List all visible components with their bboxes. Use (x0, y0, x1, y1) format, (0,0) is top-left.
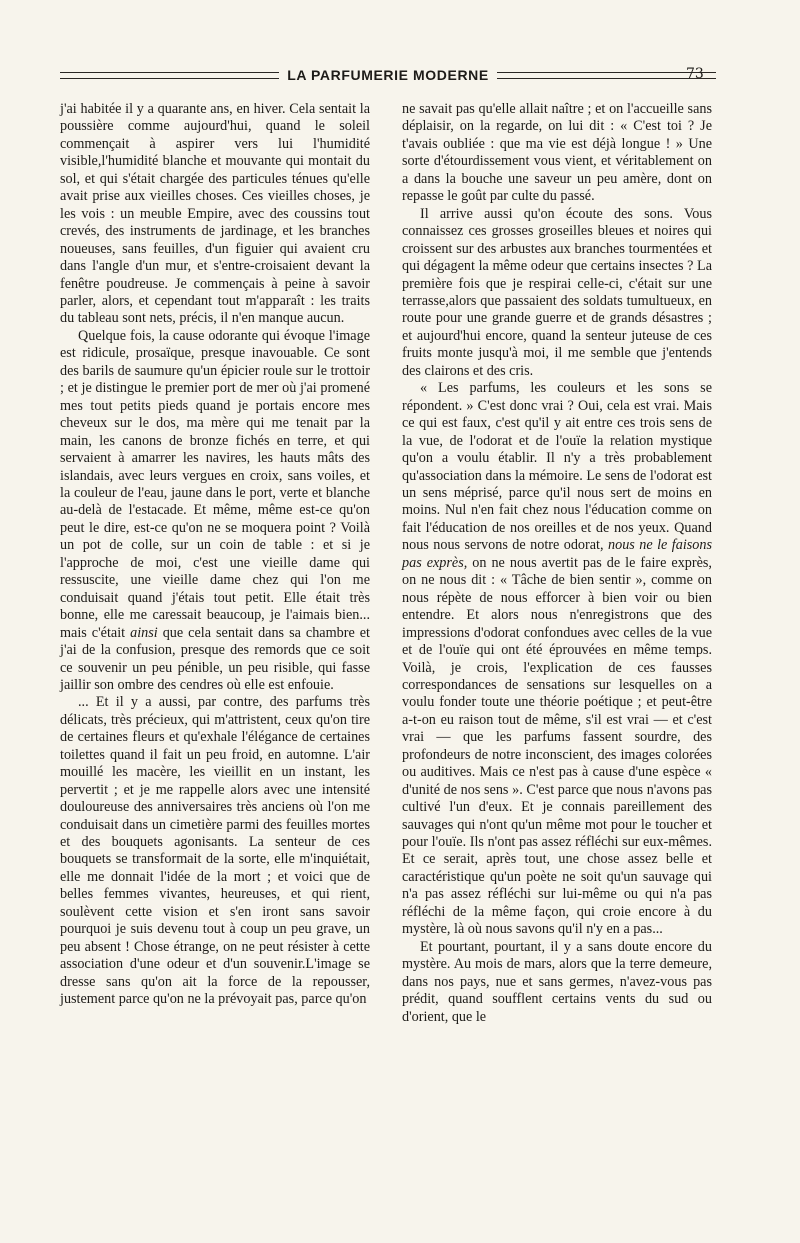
left-column (60, 101, 370, 1009)
paragraph (402, 380, 712, 939)
emphasis-text: ainsi (130, 624, 158, 641)
paragraph-text: on ne nous avertit pas de le faire exprès, on ne nous dit : « Tâche de bien sentir », comme on nous répète de nous efforcer à bien voir ou bien entendre. Et alors nous n'enregistrons que des impressions d'odorat confondues avec celles de la vue et de l'ouïe qui ont été éprouvées en même temps. Voilà, je crois, l'explication de ces fausses correspondances de sensations sur lesquelles on a voulu fonder toute une théorie poétique ; et peut-être a-t-on eu raison tout de même, s'il est vrai — et c'est vrai — que les parfums fassent sourdre, des profondeurs de notre inconscient, des images colorées ou auditives. Mais ce n'est pas à cause d'une espèce « d'unité de nos sens ». C'est parce que nous n'avons pas cultivé l'un d'eux. Et je connais pareillement des sauvages qui n'ont qu'un même mot pour le toucher et pour l'ouïe. Ils n'ont pas assez réfléchi sur eux-mêmes. Et ce serait, après tout, une chose assez belle et caractéristique qu'un poète ne soit qu'un sauvage qui n'a pas assez réfléchi sur lui-même ou qui n'a pas réfléchi de la même façon, qui croie encore à du mystère, là où nous savons qu'il n'y en a pas... (402, 554, 712, 938)
header-rule-left (60, 72, 279, 79)
paragraph: ne savait pas qu'elle allait naître ; et on l'accueille sans déplaisir, on la regarde, on lui dit : « C'est toi ? Je t'avais oubliée : que ma vie est déjà longue ! » Une sorte d'étourdissement vous vient, et véritablement on a dans la bouche une saveur un peu amère, dont on repasse le goût par culte du passé. (402, 101, 712, 205)
paragraph: Et pourtant, pourtant, il y a sans doute encore du mystère. Au mois de mars, alors que la terre demeure, dans nos pays, nue et sans germes, n'avez-vous pas prédit, quand soufflent certains vents du sud ou d'orient, que le (402, 938, 712, 1025)
running-title: LA PARFUMERIE MODERNE (287, 67, 489, 83)
paragraph-text: Quelque fois, la cause odorante qui évoque l'image est ridicule, prosaïque, presque inavouable. Ce sont des barils de saumure qu'un épicier roule sur le trottoir ; et je distingue le premier port de mer où j'ai promené mes tout petits pieds quand je portais encore mes cheveux sur le dos, ma mère qui me tenait par la main, les canons de bronze fichés en terre, et qui servaient à amarrer les navires, les hauts mâts des islandais, avec leurs vergues en croix, sans voiles, et la couleur de l'eau, jaune dans le port, verte et blanche au-delà de l'estacade. Et même, même est-ce qu'on peut le dire, est-ce qu'on ne se moquera point ? Voilà un pot de colle, sur un coin de table : et si je l'approche de moi, c'est une vieille dame qui ressuscite, une vieille dame chez qui l'on me conduisait quand j'étais tout petit. Elle était très bonne, elle me caressait beaucoup, je l'aimais bien... mais c'était (60, 327, 370, 641)
right-column (402, 101, 712, 1026)
header-rule-right (497, 72, 716, 79)
page-number: 73 (686, 66, 704, 82)
paragraph: j'ai habitée il y a quarante ans, en hiver. Cela sentait la poussière comme aujourd'hui, quand le soleil commençait à aspirer vers lui l'humidité visible,l'humidité blanche et mouvante qui montait du sol, et qui s'était chargée des particules ténues qu'elle avait prise aux vieilles choses. Ces vieilles choses, je les vois : un meuble Empire, avec des coussins tout crevés, des instruments de jardinage, et les branches noueuses, sans feuilles, d'un figuier qui avaient cru dans l'angle d'un mur, et s'entre-croisaient devant la fenêtre poudreuse. Je commençais à peine à savoir parler, alors, et cependant tout m'apparaît : les traits du tableau sont nets, précis, il n'en manque aucun. (60, 101, 370, 327)
paragraph-text: « Les parfums, les couleurs et les sons se répondent. » C'est donc vrai ? Oui, cela est vrai. Mais ce qui est faux, c'est qu'il y ait entre ces trois sens de la vue, de l'odorat et de l'ouïe la relation mystique qu'on a voulu établir. Il n'y a très probablement qu'association dans la mémoire. Le sens de l'odorat est un sens méprisé, parce qu'il nous sert de moins en moins. Nul n'en fait chez nous l'éducation comme on fait l'éducation de nos oreilles et de nos yeux. Quand nous nous servons de notre odorat, (402, 380, 712, 554)
running-header (60, 64, 716, 86)
paragraph: ... Et il y a aussi, par contre, des parfums très délicats, très précieux, qui m'attristent, ceux qu'on tire de certaines fleurs et qu'exhale l'élégance de certaines toilettes quand il fait un peu froid, en automne. L'air mouillé les macère, les vieillit en un instant, les pervertit ; et je me rappelle alors avec une intensité douloureuse des anniversaires très anciens où l'on me conduisait dans un cimetière parmi des feuilles mortes et des bouquets agonisants. La senteur de ces bouquets se transformait de la sorte, elle m'inquiétait, elle me donnait l'idée de la mort ; et voici que de belles femmes vivantes, heureuses, et qui rient, soulèvent cette vision et s'en iront sans savoir pourquoi je suis devenu tout à coup un peu grave, un peu absent ! Chose étrange, on ne peut résister à cette association d'une odeur et d'un souvenir.L'image se dresse sans qu'on ait la force de la repousser, justement parce qu'on ne la prévoyait pas, parce qu'on (60, 694, 370, 1008)
paragraph (60, 328, 370, 695)
paragraph: Il arrive aussi qu'on écoute des sons. Vous connaissez ces grosses groseilles bleues et noires qui croissent sur des arbustes aux branches tourmentées et qui dégagent la même odeur que certains insectes ? La première fois que je respirai celle-ci, c'était sur une terrasse,alors que passaient des soldats tumultueux, en route pour une grande guerre et de grands désastres ; et aujourd'hui encore, quand la senteur juteuse de ces fruits monte jusqu'à moi, il me semble que j'entends des clairons et des cris. (402, 205, 712, 379)
paragraph-text: que cela sentait dans sa chambre et j'ai de la confusion, presque des remords que ce soit ce souvenir un peu pénible, un peu risible, qui fasse jaillir son ombre des cendres où elle est enfouie. (60, 624, 370, 693)
emphasis-text: nous ne le faisons pas exprès, (402, 537, 712, 571)
